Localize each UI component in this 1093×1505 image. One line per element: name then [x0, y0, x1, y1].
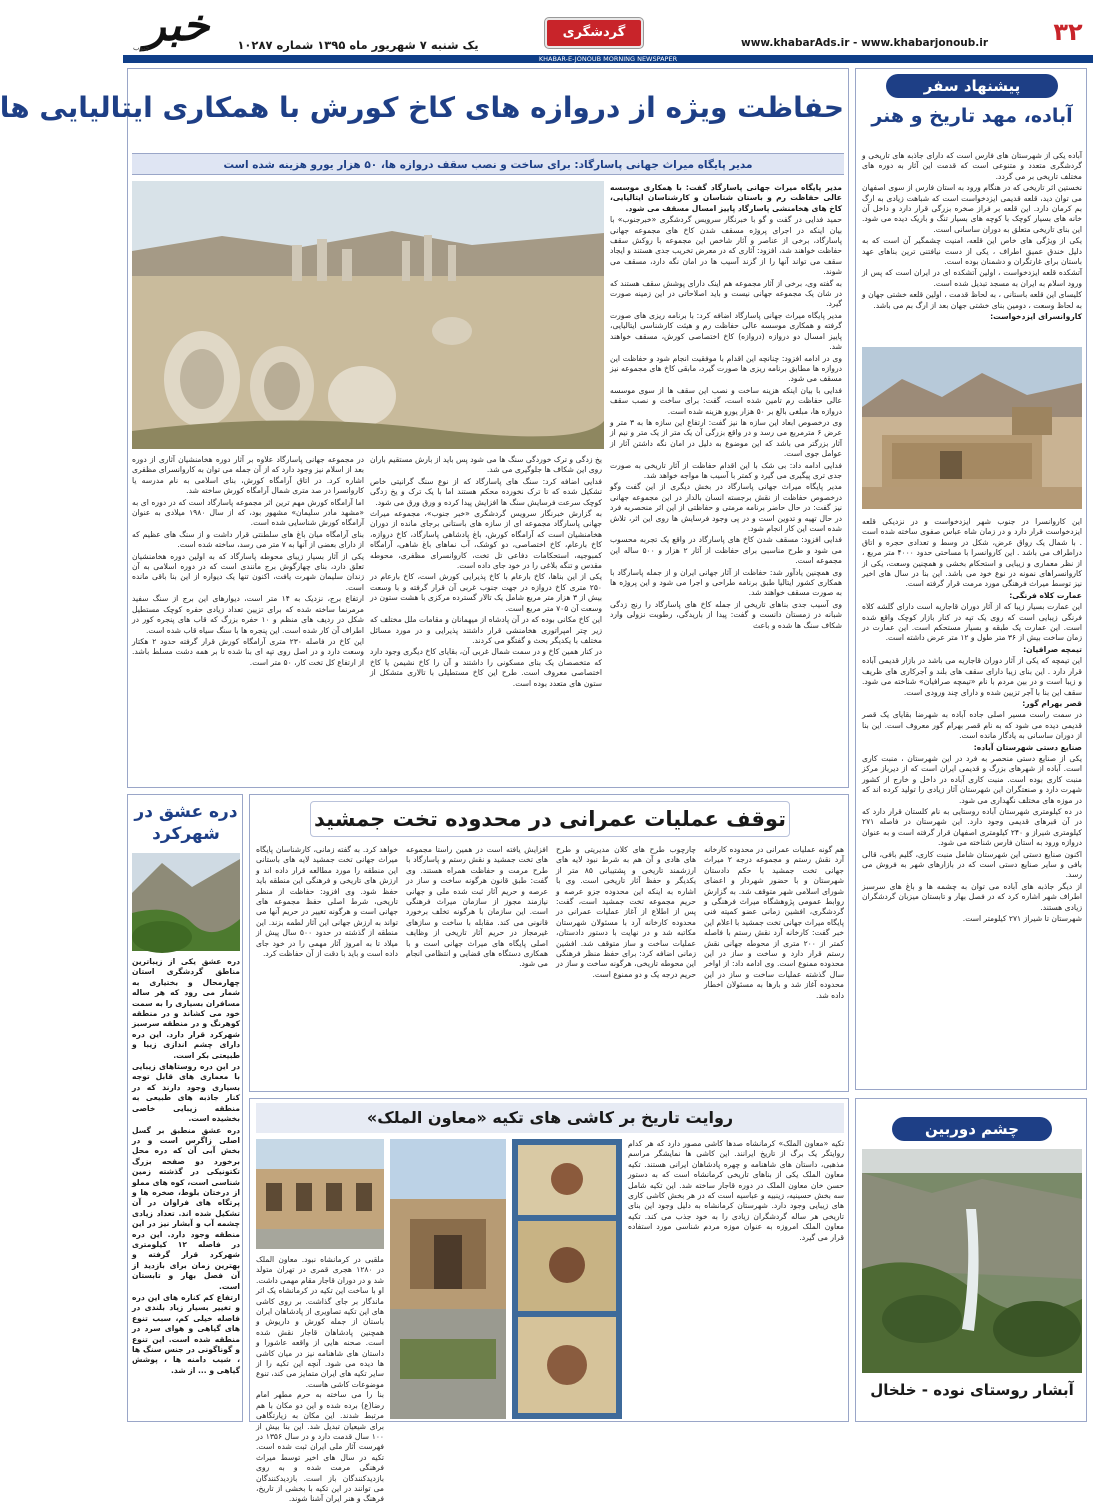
lead-col1-b: حمید فدایی در گفت و گو با خبرنگار سرویس گردشگری «خبرجنوب» با بیان اینکه در اجرای پروژه مسقف شدن کاخ های مجموعه جهانی پاسارگاد، برخی از عناصر و آثار شاخص این مجموعه با روکش سقف حفاظت خواهند شد، افزود: آثاری که در معرض تخریب جدی هستند و ایجاد سقف می تواند آنها را از گزند آسیب ها در امان نگه دارد، مسقف می شوند.: [610, 215, 842, 277]
lead-col2-c: به گزارش خبرنگار سرویس گردشگری «خبر جنوب»، مجموعه میراث جهانی پاسارگاد مجموعه ای از سازه های باستانی برجای مانده از دوران هخامنشیان است که آرامگاه کورش، باغ پادشاهی پاسارگاد، کاخ دروازه، کاخ بارعام، کاخ اختصاصی، دو کوشک، آب نماهای باغ شاهی، آرامگاه کمبوجیه، استحکامات دفاعی تل تخت، کاروانسرای مظفری، محوطه مقدس و تنگه بلاغی را در خود جای داده است.: [370, 509, 602, 571]
tiles-image: [512, 1139, 622, 1419]
sidebar-kolah-head: عمارت کلاه فرنگی:: [1009, 590, 1082, 600]
tiles-photo: [512, 1139, 622, 1419]
sidebar-distance: شهرستان تا شیراز ۲۷۱ کیلومتر است.: [962, 914, 1082, 924]
lead-subhead-bar: [132, 153, 844, 175]
takyeh-headline: روایت تاریخ بر کاشی های تکیه «معاون الملک»: [366, 1108, 734, 1127]
lead-col1-c: به گفته وی، برخی از آثار مجموعه هم اینک دارای پوشش سقف هستند که در شان یک مجموعه جهانی نیست و باید اصلاحاتی در این زمینه صورت گیرد.: [610, 278, 842, 309]
takyeh-article: [249, 1098, 849, 1504]
sidebar-label: پیشنهاد سفر: [886, 74, 1058, 98]
sidebar-mir-head: قصر بهرام گور:: [1022, 698, 1082, 708]
darreh-image: [132, 853, 240, 951]
takht-headline-bar: [310, 801, 790, 837]
sidebar-intro: آباده یکی از شهرستان های فارس است که دارای جاذبه های تاریخی و گردشگری متعدد و متنوعی است که قدمت این آثار به دوره های مختلف تاریخی بر می گردد.: [862, 151, 1082, 181]
lead-col3-d: یکی از آثار بسیار زیبای محوطه پاسارگاد که به اولین دوره هخامنشیان تعلق دارد، بنای چهارگوش برج مانندی است که در دوره اسلامی به آن زندان سلیمان شهرت یافت، اکنون تنها یک دیواره از این بنا باقی مانده است.: [132, 551, 364, 592]
lead-col3-f: این کاخ در فاصله ۲۳۰ متری آرامگاه کورش قرار گرفته حدود ۲ هکتار وسعت دارد و در اصل روی تپه ای بنا شده تا بر همه دشت مسلط باشد. از ارتفاع کل تخت کار، ۵۰ متر است.: [132, 636, 365, 667]
darreh-p3: دره عشق منطبق بر گسل اصلی زاگرس است و در بخش آبی آن که دره محل برخورد دو صفحه بزرگ تکتونیکی در گذشته زمین شناسی است، کوه های مملو از درختان بلوط، صخره ها و پرتگاه های فراوان در آن تشکیل شده اند. تعداد زیادی چشمه آب و آبشار نیز در این منطقه وجود دارد. این دره در فاصله ۱۲ کیلومتری شهرکرد قرار گرفته و بهترین زمان برای بازدید از آن فصل بهار و تابستان است.: [132, 1125, 240, 1291]
sidebar-p1: نخستین اثر تاریخی که در هنگام ورود به استان فارس از سوی اصفهان می توان دید، قلعه قدیمی ایزدخواست است که شباهت زیادی به ارگ بم کرمان دارد. این قلعه بر فراز صخره بزرگی قرار دارد و داخل آن خانه های بسیار کوچک با کوچه های بسیار تنگ و باریک دیده می شود. این بنای تاریخی متعلق به دوران ساسانی است.: [862, 183, 1082, 234]
lead-col3-b: اما آرامگاه کورش مهم ترین اثر مجموعه پاسارگاد است که در دوره ای به «مشهد مادر سلیمان» مشهور بود، که از سال ۱۹۸۰ میلادی به عنوان آرامگاه کورش شناسایی شده است.: [132, 497, 364, 528]
takyeh-col3: بنا را می ساخته به حرم مطهر امام رضا(ع) برده شده و این دو مکان با هم مرتبط شدند. این مکان به زیارتگاهی برای شیعیان تبدیل شد. این بنا بیش از ۱۰۰ سال قدمت دارد و در سال ۱۳۵۶ در فهرست آثار ملی ایران ثبت شده است. تکیه در سال های اخیر توسط میراث فرهنگی مرمت شده و به روی بازدیدکنندگان باز است. بازدیدکنندگان می توانند در این تکیه با بخشی از تاریخ، فرهنگ و هنر ایران آشنا شوند.: [256, 1390, 384, 1504]
sidebar-text-bottom: [862, 517, 1082, 1085]
date-line: یک شنبه ۷ شهریور ماه ۱۳۹۵ شماره ۱۰۲۸۷: [237, 38, 479, 52]
darreh-text: [132, 957, 240, 1417]
takht-col3: افزایش یافته است در همین راستا مجموعه های تخت جمشید و نقش رستم و پاسارگاد با طرح مرمت و حفاظت همراه هستند. وی گفت: طبق قانون هرگونه ساخت و ساز در عرصه و حریم آثار ثبت شده ملی و جهانی نیازمند مجوز از سازمان میراث فرهنگی است. این سازمان با هرگونه تخلف برخورد قانونی می کند. مقابله با ساخت و سازهای غیرمجاز در حریم آثار تاریخی از وظایف اصلی پایگاه های میراث جهانی است و با همکاری دستگاه های قضایی و انتظامی انجام می شود.: [406, 845, 548, 969]
lead-col2-f: در کنار همین کاخ و در سمت شمال غربی آن، بقایای کاخ دیگری وجود دارد که متخصصان یک بنای مسکونی را داشتند و آن را کاخ نشیمن یا کاخ اختصاصی معروف است. طرح این کاخ مستطیلی با تالاری متشکل از ستون های متعدد بوده است.: [370, 647, 602, 688]
cheshm-box: [855, 1098, 1087, 1422]
cheshm-caption: آبشار روستای نوده - خلخال: [870, 1381, 1074, 1399]
pasargad-photo: [132, 181, 604, 449]
lead-col3-e: ارتفاع برج، نزدیک به ۱۴ متر است، دیوارهای این برج از سنگ سفید مرمرنما ساخته شده که برای تزیین تعداد زیادی حفره کوچک مستطیل شکل در ردیف های منظم و ۱۰ حفره بزرگ که قاب های پنجره کور در اطراف آن کار شده است. این پنجره ها با سنگ سیاه قاب شده است.: [132, 594, 364, 635]
masthead: [123, 0, 1093, 68]
darreh-photo: [132, 853, 240, 951]
masthead-rule: [123, 55, 1093, 63]
section-label: گردشگری: [562, 25, 626, 40]
takyeh-col2: ملقبی در کرمانشاه نبود. معاون الملک در ۱۲۸۰ هجری قمری در تهران متولد شد و در دوران قاجار مقام مهمی داشت. او با ساخت این تکیه در کرمانشاه یک اثر ماندگار بر جای گذاشت. بر روی کاشی های این تکیه تصاویری از پادشاهان ایران باستان از جمله کورش و داریوش و همچنین پادشاهان قاجار نقش شده است. صحنه هایی از واقعه عاشورا و داستان های شاهنامه نیز در میان کاشی ها دیده می شود. آنچه این تکیه را از سایر تکیه های ایران متمایز می کند، تنوع موضوعات کاشی هاست. بنا را می ساخته به حرم مطهر امام رضا(ع) برده شده و این دو مکان با هم مرتبط شدند. این مکان به زیارتگاهی برای شیعیان تبدیل شد. این بنا بیش از ۱۰۰ سال قدمت دارد و در سال ۱۳۵۶ در فهرست آثار ملی ایران ثبت شده است. تکیه در سال های اخیر توسط میراث فرهنگی مرمت شده و به روی بازدیدکنندگان باز است. بازدیدکنندگان می توانند در این تکیه با بخشی از تاریخ، فرهنگ و هنر ایران آشنا شوند.: [256, 1255, 384, 1504]
lead-col1-k: وی همچنین یادآور شد: حفاظت از آثار جهانی ایران و از جمله پاسارگاد با همکاری کشور ایتالیا طبق برنامه طراحی و اجرا می شود و این پروژه ها به صورت مسقف خواهند شد.: [610, 567, 842, 598]
sidebar-p11: اکنون صنایع دستی این شهرستان شامل منبت کاری، گلیم بافی، قالی بافی و سایر صنایع دستی است که در بازارهای شهر به فروش می رسد.: [862, 849, 1082, 880]
page-number: ۳۲: [1053, 18, 1083, 46]
darreh-title: دره عشق در شهرکرد: [134, 802, 238, 844]
cheshm-label: چشم دوربین: [892, 1117, 1052, 1141]
takyeh-headline-bar: [256, 1103, 844, 1133]
darreh-p2: در این دره روستاهای زیبایی با معماری های قابل توجه بسیاری وجود دارند که در کنار جاذبه های طبیعی به منطقه زیبایی خاصی بخشیده است.: [132, 1062, 240, 1124]
sidebar-title: آباده، مهد تاریخ و هنر: [871, 105, 1073, 127]
sidebar-sanaye-head: صنایع دستی شهرستان آباده:: [973, 742, 1082, 752]
lead-col3-a: در مجموعه جهانی پاسارگاد علاوه بر آثار دوره هخامنشیان آثاری از دوره بعد از اسلام نیز وجود دارد که از آن جمله می توان به کاروانسرای مظفری اشاره کرد. در اتاق آرامگاه کورش، بنای اسلامی به نام مدرسه یا کاروانسرا در صد متری شمال آرامگاه کورش ساخته شد.: [132, 455, 364, 496]
lead-col2-e: این کاخ مکانی بوده که در آن پادشاه از میهمانان و مقامات ملل مختلف که زیر چتر امپراتوری هخامنشی قرار داشتند پذیرایی و در مورد مسائل مختلف با یکدیگر بحث و گفتگو می کردند.: [370, 615, 602, 645]
lead-col3-c: بنای آرامگاه میان باغ های سلطنتی قرار داشت و از سنگ های عظیم که از دارای بعضی از آنها به ۷ متر می رسد، ساخته شده است.: [132, 529, 364, 550]
logo-text: خبر: [144, 0, 210, 51]
sidebar-caravan-head: کاروانسرای ایزدخواست:: [990, 312, 1082, 322]
logo-small: جنوب: [133, 44, 150, 52]
lead-col1-a: مدیر پایگاه میراث جهانی پاسارگاد گفت: با همکاری موسسه عالی حفاظت رم و باستان شناسان و کارشناسان ایتالیایی، کاخ های هخامنشی پاسارگاد پاییز امسال مسقف می شود.: [610, 183, 842, 213]
darreh-p4: ارتفاع کم کناره های این دره و تغییر بسیار زیاد بلندی در فاصله خیلی کم، سبب تنوع های گیاهی و هوای سرد در منطقه شده است. این تنوع و گوناگونی در جنس سنگ ها ، شیب دامنه ها ، پوشش گیاهی و ... از شد.: [132, 1293, 240, 1375]
pasargad-image: [132, 181, 604, 449]
takht-col1: هم گونه عملیات عمرانی در محدوده کارخانه آرد نقش رستم و مجموعه درجه ۲ میراث جهانی تخت جمشید با حکم دادستان شهرستان و با حضور شهردار و اعضای شورای اسلامی شهر متوقف شد. به گزارش روابط عمومی پژوهشگاه میراث فرهنگی و گردشگری، افشین زمانی عضو کمیته فنی پایگاه میراث جهانی تخت جمشید با اعلام این خبر گفت: کارخانه آرد نقش رستم با فاصله کمتر از ۲۰۰ متری از محوطه جهانی نقش رستم قرار دارد و ساخت و ساز در این محدوده ممنوع است. وی ادامه داد: از اواخر سال گذشته عملیات ساخت و ساز در این محدوده آغاز شد و بارها به مسئولان اخطار داده شد.: [704, 845, 844, 1000]
lead-headline: حفاظت ویژه از دروازه های کاخ کورش با همکاری ایتالیایی ها: [0, 91, 844, 124]
lead-col1-l: وی آسیب جدی بناهای تاریخی از جمله کاخ های پاسارگاد را رنج زدگی شبانه در زمستان دانست و گفت: پیدا از باریدگی، رطوبت نزولی وارد شکاف سنگ ها شده و باعث: [610, 599, 842, 630]
caravanserai-photo: [862, 347, 1082, 509]
sidebar-p6: این عمارت بسیار زیبا که از آثار دوران قاجاریه است دارای گلشه کلاه فرنگی زیبایی است که روی یک تپه در کنار بازار کوچک واقع شده است. این عمارت یک طبقه و بسیار مستحکم است. این عمارت در زمان ساخت بیش از ۳۶ متر طول و ۱۲ متر عرض داشته است.: [862, 602, 1082, 643]
takht-col2: چارچوب طرح های کلان مدیریتی و طرح های هادی و آن هم به شرط نبود لایه های ارزشمند تاریخی و پشتیبانی ۸۵ متر از یکدیگر و حفظ آثار تاریخی است. وی با اشاره به اینکه این محدوده جزو عرصه و حریم مجموعه تخت جمشید است، گفت: پس از اطلاع از آغاز عملیات عمرانی در محدوده کارخانه آرد با مسئولان شهرستان مکاتبه شد و در نهایت با دستور دادستان، عملیات ساخت و ساز متوقف شد. افشین زمانی اضافه کرد: برای حفظ منظر فرهنگی این محوطه تاریخی، هرگونه ساخت و ساز در حریم درجه یک و دو ممنوع است.: [556, 845, 696, 979]
sidebar-p12: از دیگر جاذبه های آباده می توان به چشمه ها و باغ های سرسبز اطراف شهر اشاره کرد که در فصل بهار و تابستان میزبان گردشگران زیادی هستند.: [862, 881, 1082, 912]
takht-article: [249, 794, 849, 1092]
lead-col2-a: یخ زدگی و ترک خوردگی سنگ ها می شود پس باید از بارش مستقیم باران روی این شکاف ها جلوگیری می شد.: [370, 455, 602, 475]
logo: [129, 0, 225, 54]
sidebar-p8: در سمت راست مسیر اصلی جاده آباده به شهرضا بقایای یک قصر قدیمی دیده می شود که به نام قصر بهرام گور معروف است. این بنا از دوران ساسانی به یادگار مانده است.: [862, 710, 1082, 741]
takyeh-building-photo: [256, 1139, 384, 1249]
sidebar-p3: آتشکده قلعه ایزدخواست ، اولین آتشکده ای در ایران است که پس از ورود اسلام به ایران به مسجد تبدیل شده است.: [862, 268, 1082, 288]
section-tab: [545, 18, 643, 48]
lead-col1-g: وی درخصوص ابعاد این سازه ها نیز گفت: ارتفاع این سازه ها به ۳ متر و عرض ۶ مترمربع می رسد و در واقع بزرگی آن یک متر از یک متر و نیم از آثار بزرگتر می باشد که این موضوع به دلیل در امان نگه داشتن آثار از عوامل جوی است.: [610, 417, 843, 459]
takht-col4: خواهد کرد. به گفته زمانی، کارشناسان پایگاه میراث جهانی تخت جمشید لایه های باستانی این منطقه را مورد مطالعه قرار داده اند و ارزش های تاریخی و فرهنگی این منطقه باید حفظ شود. وی افزود: حفاظت از منظر تاریخی، شرط اصلی حفظ مجموعه های جهانی است و هرگونه تغییر در حریم آنها می تواند به ارزش جهانی این آثار لطمه بزند. این منطقه از گذشته در حدود ۵۰۰ سال پیش از میلاد تا به امروز آثار مهمی را در خود جای داده است و باید با دقت از آن حفاظت کرد.: [256, 845, 398, 959]
sidebar-abadeh: [855, 68, 1087, 1090]
takyeh-courtyard-photo: [390, 1139, 506, 1419]
lead-col1-e: وی در ادامه افزود: چنانچه این اقدام با موفقیت انجام شود و حفاظت این دروازه ها مطابق برنامه ریزی ها صورت گیرد، مابقی کاخ های مجموعه نیز مسقف می شود.: [610, 353, 842, 384]
takht-headline: توقف عملیات عمرانی در محدوده تخت جمشید: [314, 807, 786, 831]
lead-col1-j: فدایی افزود: مسقف شدن کاخ های پاسارگاد در واقع یک تجربه محسوب می شود و طرح مناسبی برای حفاظت از آثار ۲ هزار و ۵۰۰ ساله این مجموعه است.: [610, 535, 843, 566]
websites: www.khabarAds.ir - www.khabarjonoub.ir: [741, 37, 989, 49]
page-number-box: [1048, 12, 1088, 52]
sidebar-p10: در ده کیلومتری شهرستان آباده روستایی به نام کلستان قرار دارد که در آن قبرهای قدیمی وجود دارد. این شهرستان در فاصله ۲۷۱ کیلومتری شیراز و ۲۴۰ کیلومتری اصفهان قرار گرفته است و به عنوان دروازه ورود به استان فارس شناخته می شود.: [862, 806, 1082, 848]
lead-col3: [132, 455, 364, 781]
building-image: [256, 1139, 384, 1249]
paper-name: KHABAR-E-JONOUB MORNING NEWSPAPER: [538, 55, 678, 63]
sidebar-p2: یکی از ویژگی های خاص این قلعه، امنیت چشمگیر آن است که به دلیل خندق عمیق اطراف ، یکی از دست نیافتنی ترین بناهای عهد باستان برای غارتگران و دشمنان بوده است.: [862, 236, 1082, 267]
lead-col1: [610, 183, 842, 781]
sidebar-p4: کلیسای این قلعه باستانی ، به لحاظ قدمت ، اولین قلعه خشتی جهان و به لحاظ وسعت ، دومین بنای خشتی جهان بعد از ارگ بم می باشد.: [862, 290, 1082, 310]
lead-col1-i: مدیر پایگاه میراث جهانی پاسارگاد در بخش دیگری از این گفت وگو درخصوص حفاظت از نقش برجسته انسان بالدار در این مجموعه جهانی نیز گفت: در حال حاضر برنامه مرمتی و حفاظتی از این اثر منحصربه فرد در حال تهیه و تدوین است و در پی وجود فرسایش ها روی این اثر، تلاش شده است این کار انجام شود.: [610, 482, 842, 533]
lead-col1-d: مدیر پایگاه میراث جهانی پاسارگاد اضافه کرد: با برنامه ریزی های صورت گرفته و همکاری موسسه عالی حفاظت رم و هیئت کارشناسی ایتالیایی، پاییز امسال دو دروازه (دروازه) کاخ اختصاصی کورش، مسقف خواهند شد.: [610, 310, 842, 352]
darreh-p1: دره عشق یکی از زیباترین مناطق گردشگری استان چهارمحال و بختیاری به شمار می رود که هر ساله مسافران بسیاری را به سمت خود می کشاند و در منطقه کوهرنگ و در منطقه سرسبز شهرکرد قرار دارد. این دره دارای چشم اندازی زیبا و طبیعتی بکر است.: [132, 957, 240, 1060]
sidebar-sarafian-head: تیمچه صرافیان:: [1023, 644, 1082, 654]
sidebar-p7: این تیمچه که یکی از آثار دوران قاجاریه می باشد در بازار قدیمی آباده قرار دارد . این بنای زیبا دارای سقف های بلند و آجرکاری های ظریف و زیبا است و در بین مردم با نام «تیمچه صرافیان» شناخته می شود. سقف این بنا با آجر تزیین شده و دارای چند ورودی است.: [862, 656, 1082, 697]
lead-article: [0, 68, 849, 788]
lead-col1-f: فدایی با بیان اینکه هزینه ساخت و نصب این سقف ها از سوی موسسه عالی حفاظت رم تامین شده است، گفت: برای ساخت و نصب سقف دروازه ها، مبلغی بالغ بر ۵۰ هزار یورو هزینه شده است.: [610, 385, 842, 416]
takyeh-col1: تکیه «معاون الملک» کرمانشاه صدها کاشی مصور دارد که هر کدام روایتگر یک برگ از تاریخ ایرانند. این کاشی ها نمایشگر مراسم مذهبی، داستان های شاهنامه و چهره پادشاهان ایرانی هستند. تکیه معاون الملک یکی از بناهای تاریخی کرمانشاه است که به دستور حسن خان معاون الملک در دوره قاجار ساخته شد. این تکیه شامل سه بخش حسینیه، زینبیه و عباسیه است که در هر بخش کاشی کاری های زیبایی وجود دارد. شهرستان کرمانشاه به دلیل وجود این بنای تاریخی هر ساله گردشگران زیادی را به خود جذب می کند. تکیه معاون الملک امروزه به عنوان موزه مردم شناسی مورد استفاده قرار می گیرد.: [628, 1139, 844, 1242]
darreh-box: [127, 794, 243, 1422]
lead-col2-d: یکی از این بناها، کاخ بارعام با کاخ پذیرایی کورش است، کاخ بارعام در ۲۵۰ متری کاخ دروازه در جهت جنوب غربی آن قرار گرفته و با وسعت بیش از ۳ هزار متر مربع شامل یک تالار گسترده مرکزی با هشت ستون در وسعت آن ۷۰۵ متر مربع است.: [370, 572, 602, 613]
lead-col1-h: فدایی ادامه داد: بی شک با این اقدام حفاظت از آثار تاریخی به صورت جدی تری پیگیری می گیرد و کمتر با آسیب ها مواجه خواهد شد.: [610, 460, 842, 480]
waterfall-photo: [862, 1149, 1082, 1373]
lead-col2: [370, 455, 602, 781]
waterfall-image: [862, 1149, 1082, 1373]
lead-col2-b: فدایی اضافه کرد: سنگ های پاسارگاد که از نوع سنگ گرانیتی خاص تشکیل شده که تا ترک نخورده محکم هستند اما با یک ترک و یخ زدگی کوچک سرعت فرسایش سنگ ها افزایش پیدا کرده و ورق ورق می شود.: [370, 476, 602, 507]
lead-subhead: مدیر پایگاه میراث جهانی پاسارگاد: برای ساخت و نصب سقف دروازه ها، ۵۰ هزار یورو هزینه شده است: [223, 159, 753, 171]
sidebar-p9: یکی از صنایع دستی منحصر به فرد در این شهرستان ، منبت کاری است. آباده از شهرهای بزرگ و قدیمی ایران است که از دیرباز مرکز منبت کاری بوده است. منبت کاری آباده در داخل و خارج از کشور شهرت دارد و صنعتگران این شهرستان آثار زیادی را تولید کرده اند که در موزه های مختلف نگهداری می شود.: [862, 753, 1082, 805]
courtyard-image: [390, 1139, 506, 1419]
caravanserai-image: [862, 347, 1082, 509]
sidebar-p5: این کاروانسرا در جنوب شهر ایزدخواست و در نزدیکی قلعه ایزدخواست قرار دارد و در زمان شاه عباس صفوی ساخته شده است . با شمال یک رواق عرض، شکل در وسط و تعدادی حجره و اتاق دراطراف می باشد . این کاروانسرا با مساحتی حدود ۴۰۰۰ متر مربع ، از نظر معماری و زیبایی و استحکام بخشی و همچنین وسعت، یکی از کاروانسراهای نمونه در نوع خود می باشد. این بنا در سال های اخیر نیز توسط میراث فرهنگی مورد مرمت قرار گرفته است.: [862, 517, 1082, 589]
